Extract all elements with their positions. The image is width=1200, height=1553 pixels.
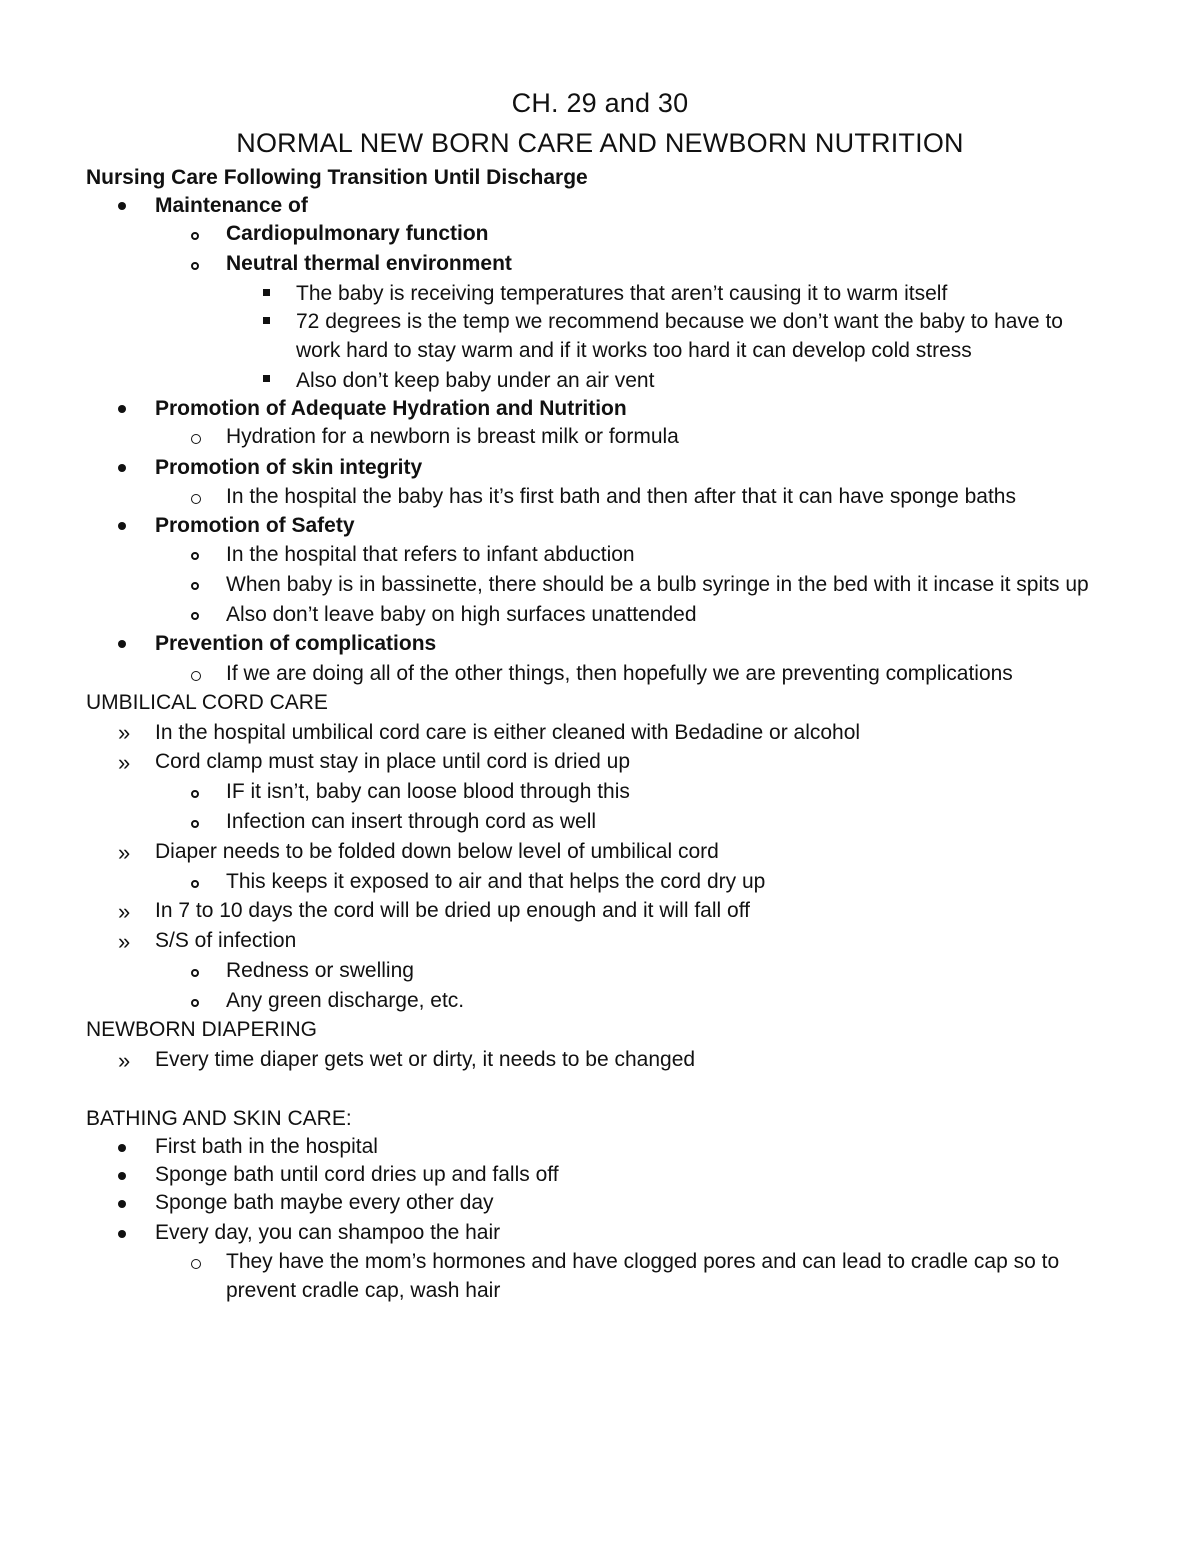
ring-bullet-icon xyxy=(191,612,199,620)
list-item: Sponge bath until cord dries up and falls off xyxy=(155,1163,559,1186)
bullet-icon xyxy=(118,522,126,530)
list-item: In the hospital the baby has it’s first bath and then after that it can have sponge baths xyxy=(226,485,1016,508)
list-item: Prevention of complications xyxy=(155,632,437,655)
list-item: Also don’t leave baby on high surfaces unattended xyxy=(226,603,697,626)
chevron-bullet-icon: » xyxy=(118,750,131,775)
bullet-icon xyxy=(118,1200,126,1208)
bullet-icon xyxy=(118,464,126,472)
ring-bullet-icon xyxy=(191,880,199,888)
list-item: In 7 to 10 days the cord will be dried up enough and it will fall off xyxy=(155,899,750,922)
list-item: 72 degrees is the temp we recommend because we don’t want the baby to have to xyxy=(296,310,1063,333)
section-heading-nursing: Nursing Care Following Transition Until Discharge xyxy=(86,166,588,189)
chevron-bullet-icon: » xyxy=(118,1048,131,1073)
list-item: Sponge bath maybe every other day xyxy=(155,1191,494,1214)
list-item: Diaper needs to be folded down below level of umbilical cord xyxy=(155,840,719,863)
section-heading-umbilical: UMBILICAL CORD CARE xyxy=(86,691,328,714)
list-item: Every time diaper gets wet or dirty, it needs to be changed xyxy=(155,1048,696,1071)
list-item: Neutral thermal environment xyxy=(226,252,512,275)
ring-bullet-icon xyxy=(191,1259,201,1269)
bullet-icon xyxy=(118,640,126,648)
list-item: Maintenance of xyxy=(155,194,308,217)
list-item: Promotion of Safety xyxy=(155,514,355,537)
list-item: Promotion of skin integrity xyxy=(155,456,423,479)
chevron-bullet-icon: » xyxy=(118,899,131,924)
list-item: S/S of infection xyxy=(155,929,297,952)
ring-bullet-icon xyxy=(191,671,201,681)
bullet-icon xyxy=(118,1172,126,1180)
bullet-icon xyxy=(118,405,126,413)
ring-bullet-icon xyxy=(191,434,201,444)
bullet-icon xyxy=(118,202,126,210)
square-bullet-icon xyxy=(263,289,270,296)
list-item: Cardiopulmonary function xyxy=(226,222,489,245)
list-item: This keeps it exposed to air and that helps the cord dry up xyxy=(226,870,766,893)
list-item: IF it isn’t, baby can loose blood through this xyxy=(226,780,630,803)
list-item: When baby is in bassinette, there should be a bulb syringe in the bed with it incase it spits up xyxy=(226,573,1089,596)
ring-bullet-icon xyxy=(191,820,199,828)
list-item: In the hospital umbilical cord care is either cleaned with Bedadine or alcohol xyxy=(155,721,861,744)
chevron-bullet-icon: » xyxy=(118,840,131,865)
section-heading-diapering: NEWBORN DIAPERING xyxy=(86,1018,318,1041)
document-title: NORMAL NEW BORN CARE AND NEWBORN NUTRITION xyxy=(236,128,964,158)
ring-bullet-icon xyxy=(191,494,201,504)
list-item: Any green discharge, etc. xyxy=(226,989,465,1012)
list-item: Redness or swelling xyxy=(226,959,414,982)
ring-bullet-icon xyxy=(191,790,199,798)
list-item: Promotion of Adequate Hydration and Nutrition xyxy=(155,397,627,420)
chevron-bullet-icon: » xyxy=(118,929,131,954)
ring-bullet-icon xyxy=(191,969,199,977)
bullet-icon xyxy=(118,1144,126,1152)
list-item-continuation: work hard to stay warm and if it works too hard it can develop cold stress xyxy=(296,339,972,362)
list-item: First bath in the hospital xyxy=(155,1135,378,1158)
ring-bullet-icon xyxy=(191,262,199,270)
ring-bullet-icon xyxy=(191,232,199,240)
list-item: Also don’t keep baby under an air vent xyxy=(296,369,655,392)
chevron-bullet-icon: » xyxy=(118,720,131,745)
list-item: They have the mom’s hormones and have clogged pores and can lead to cradle cap so to xyxy=(226,1250,1060,1273)
square-bullet-icon xyxy=(263,375,270,382)
list-item: In the hospital that refers to infant abduction xyxy=(226,543,635,566)
ring-bullet-icon xyxy=(191,999,199,1007)
square-bullet-icon xyxy=(263,317,270,324)
chapter-title: CH. 29 and 30 xyxy=(511,88,689,118)
list-item: Infection can insert through cord as well xyxy=(226,810,597,833)
section-heading-bathing: BATHING AND SKIN CARE: xyxy=(86,1107,352,1130)
list-item: Cord clamp must stay in place until cord is dried up xyxy=(155,750,631,773)
list-item: If we are doing all of the other things, then hopefully we are preventing complications xyxy=(226,662,1013,685)
list-item-continuation: prevent cradle cap, wash hair xyxy=(226,1279,501,1302)
bullet-icon xyxy=(118,1230,126,1238)
list-item: Every day, you can shampoo the hair xyxy=(155,1221,501,1244)
list-item: Hydration for a newborn is breast milk or formula xyxy=(226,425,679,448)
ring-bullet-icon xyxy=(191,582,199,590)
ring-bullet-icon xyxy=(191,552,199,560)
list-item: The baby is receiving temperatures that aren’t causing it to warm itself xyxy=(296,282,948,305)
